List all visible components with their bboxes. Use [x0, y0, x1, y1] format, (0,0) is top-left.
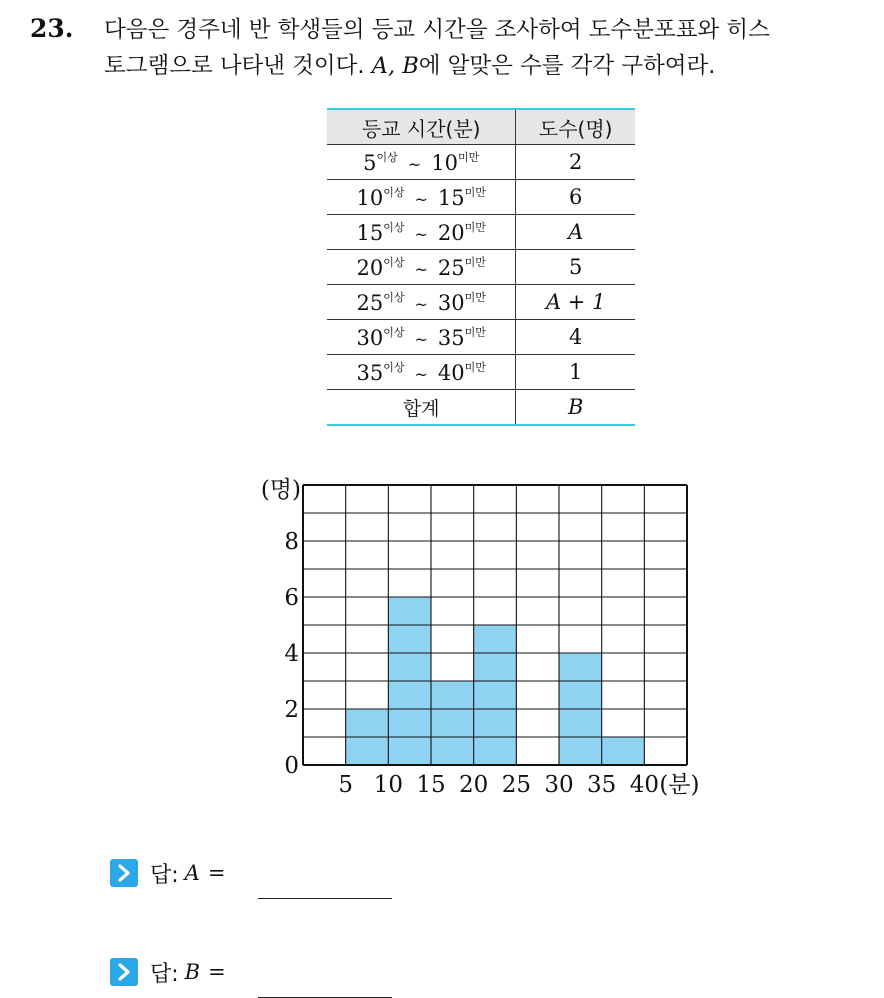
- frequency-cell: A + 1: [516, 285, 635, 320]
- frequency-cell: 2: [516, 145, 635, 180]
- x-tick-label: 15: [416, 772, 446, 798]
- upper-suffix: 미만: [464, 361, 486, 374]
- question-line-2-suffix: 에 알맞은 수를 각각 구하여라.: [418, 53, 716, 79]
- tilde: ~: [414, 365, 428, 384]
- lower-suffix: 이상: [383, 361, 405, 374]
- upper-suffix: 미만: [464, 186, 486, 199]
- y-tick-label: 0: [284, 753, 299, 779]
- question-line-2: [104, 48, 874, 84]
- tilde: ~: [414, 295, 428, 314]
- chevron-right-icon: [110, 958, 138, 986]
- answer-label: 답:: [150, 862, 179, 888]
- interval-from: 30: [356, 326, 384, 350]
- tilde: ~: [414, 260, 428, 279]
- lower-suffix: 이상: [383, 221, 405, 234]
- tilde: ~: [414, 190, 428, 209]
- class-interval: [327, 355, 516, 390]
- question-line-2-prefix: 토그램으로 나타낸 것이다.: [104, 53, 372, 79]
- lower-suffix: 이상: [383, 291, 405, 304]
- question-variables: A, B: [371, 53, 419, 79]
- answer-variable: B: [184, 960, 201, 984]
- class-interval: [327, 285, 516, 320]
- x-tick-label: 30: [544, 772, 574, 798]
- table-row: [327, 145, 635, 180]
- lower-suffix: 이상: [376, 151, 398, 164]
- table-body: [327, 145, 635, 390]
- x-tick-label: 5: [338, 772, 353, 798]
- histogram-bar: [602, 737, 645, 765]
- table-total-row: [327, 390, 635, 426]
- question-text: [104, 12, 874, 84]
- y-tick-label: 4: [284, 641, 299, 667]
- frequency-cell: 1: [516, 355, 635, 390]
- answer-blank-a[interactable]: [258, 898, 392, 899]
- table-row: [327, 180, 635, 215]
- lower-suffix: 이상: [383, 326, 405, 339]
- tilde: ~: [414, 225, 428, 244]
- frequency-cell: 4: [516, 320, 635, 355]
- frequency-cell: 6: [516, 180, 635, 215]
- answer-variable: A: [184, 861, 200, 885]
- frequency-cell: A: [516, 215, 635, 250]
- question-line-1: 다음은 경주네 반 학생들의 등교 시간을 조사하여 도수분포표와 히스: [104, 17, 770, 43]
- interval-to: 15: [437, 186, 465, 210]
- upper-suffix: 미만: [464, 326, 486, 339]
- answer-b: [110, 952, 226, 992]
- interval-to: 40: [437, 361, 465, 385]
- table-row: [327, 215, 635, 250]
- interval-from: 15: [356, 221, 384, 245]
- total-label: 합계: [327, 390, 516, 426]
- upper-suffix: 미만: [457, 151, 480, 164]
- header-frequency: 도수(명): [516, 109, 635, 145]
- class-interval: [327, 145, 516, 180]
- question-number: 23.: [30, 14, 74, 43]
- table-header-row: [327, 109, 635, 145]
- x-tick-label: 10: [373, 772, 403, 798]
- interval-from: 10: [356, 186, 384, 210]
- histogram-bar: [431, 681, 474, 765]
- interval-to: 35: [437, 326, 465, 350]
- x-tick-label: 20: [459, 772, 489, 798]
- table-row: [327, 285, 635, 320]
- class-interval: [327, 215, 516, 250]
- interval-to: 20: [437, 221, 465, 245]
- tilde: ~: [414, 330, 428, 349]
- interval-to: 25: [437, 256, 465, 280]
- answer-equals: =: [207, 861, 226, 885]
- table-row: [327, 250, 635, 285]
- upper-suffix: 미만: [464, 291, 486, 304]
- table-row: [327, 355, 635, 390]
- interval-from: 20: [356, 256, 384, 280]
- x-tick-label: 35: [587, 772, 617, 798]
- answer-equals: =: [208, 960, 226, 984]
- x-axis-label: (분): [659, 772, 700, 798]
- class-interval: [327, 320, 516, 355]
- y-axis-label: (명): [260, 477, 301, 503]
- interval-from: 25: [356, 291, 384, 315]
- class-interval: [327, 250, 516, 285]
- frequency-cell: 5: [516, 250, 635, 285]
- histogram-bar: [474, 625, 517, 765]
- lower-suffix: 이상: [383, 256, 405, 269]
- interval-to: 30: [437, 291, 465, 315]
- interval-from: 5: [363, 151, 377, 175]
- chevron-right-icon: [110, 859, 138, 887]
- class-interval: [327, 180, 516, 215]
- interval-from: 35: [356, 361, 384, 385]
- upper-suffix: 미만: [464, 256, 486, 269]
- y-tick-label: 6: [284, 585, 299, 611]
- x-tick-label: 25: [501, 772, 531, 798]
- y-tick-label: 8: [284, 529, 299, 555]
- header-class: 등교 시간(분): [327, 109, 516, 145]
- total-value: B: [567, 395, 584, 419]
- tilde: ~: [407, 155, 422, 174]
- answer-label: 답:: [150, 961, 179, 987]
- x-tick-label: 40: [629, 772, 659, 798]
- table-row: [327, 320, 635, 355]
- interval-to: 10: [431, 151, 458, 175]
- upper-suffix: 미만: [464, 221, 486, 234]
- lower-suffix: 이상: [383, 186, 405, 199]
- answer-a: [110, 853, 225, 893]
- histogram-chart: [240, 470, 720, 805]
- y-tick-label: 2: [284, 697, 299, 723]
- frequency-table: [327, 108, 635, 426]
